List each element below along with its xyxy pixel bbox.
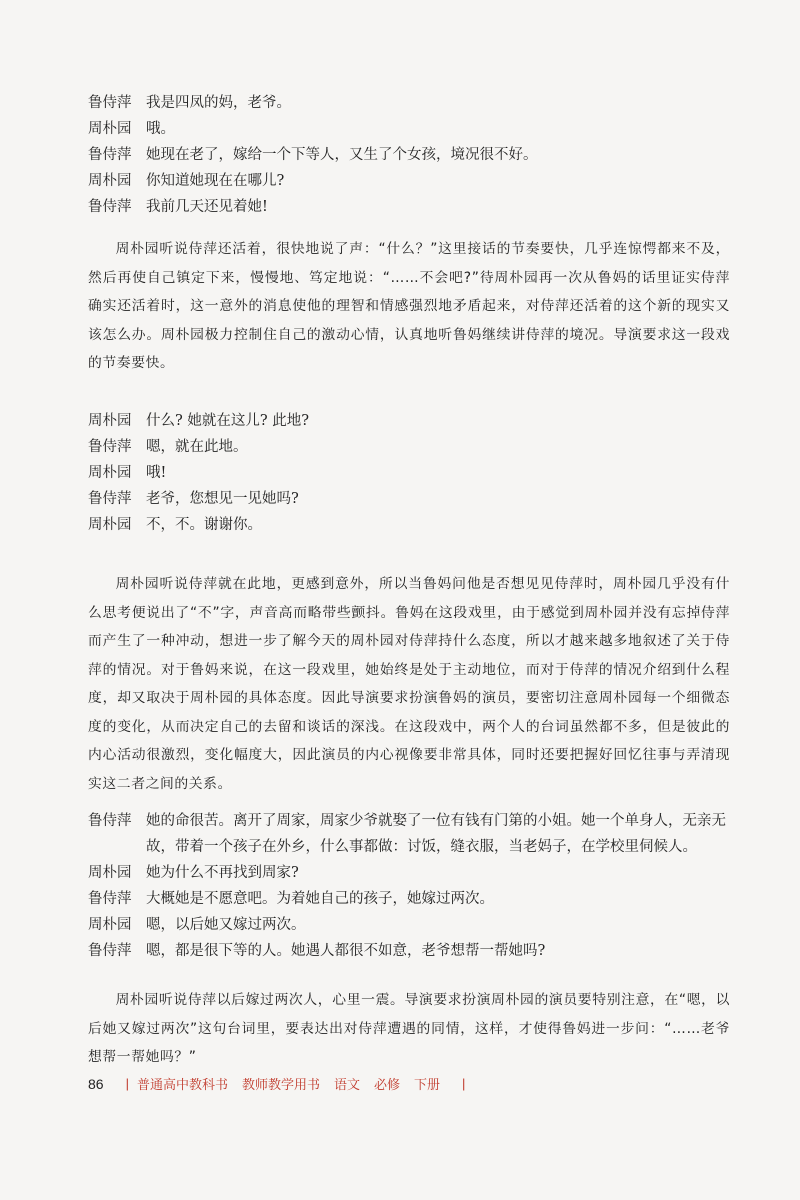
speech-text: 什么? 她就在这儿? 此地? [146,413,310,429]
footer-separator: | [125,1076,129,1091]
dialogue-block-1 [88,90,728,220]
speech-text: 哦。 [146,121,175,137]
dialogue-block-3 [88,808,728,964]
speech-text: 她的命很苦。离开了周家，周家少爷就娶了一位有钱有门第的小姐。她一个单身人，无亲无故，带着一个孩子在外乡，什么事都做：讨饭，缝衣服，当老妈子，在学校里伺候人。 [146,813,726,855]
speech-text: 不，不。谢谢你。 [146,517,262,533]
commentary-paragraph-2: 周朴园听说侍萍就在此地，更感到意外，所以当鲁妈问他是否想见见侍萍时，周朴园几乎没有什么思考便说出了“不”字，声音高而略带些颤抖。鲁妈在这段戏里，由于感觉到周朴园并没有忘掉侍萍而产生了一种冲动，想进一步了解今天的周朴园对侍萍持什么态度，所以才越来越多地叙述了关于侍萍的情况。对于鲁妈来说，在这一段戏里，她始终是处于主动地位，而对于侍萍的情况介绍到什么程度，却又取决于周朴园的具体态度。因此导演要求扮演鲁妈的演员，要密切注意周朴园每一个细微态度的变化，从而决定自己的去留和谈话的深浅。在这段戏中，两个人的台词虽然都不多，但是彼此的内心活动很激烈，变化幅度大，因此演员的内心视像要非常具体，同时还要把握好回忆往事与弄清现实这二者之间的关系。 [88,576,730,792]
speech-text: 你知道她现在在哪儿? [146,173,285,189]
speaker-name: 周朴园 [88,865,132,881]
speaker-name: 周朴园 [88,413,132,429]
speaker-name: 鲁侍萍 [88,943,132,959]
footer-subject: 语文 [334,1077,361,1092]
commentary-paragraph-1: 周朴园听说侍萍还活着，很快地说了声：“什么？”这里接话的节奏要快，几乎连惊愕都来不及，然后再使自己镇定下来，慢慢地、笃定地说：“……不会吧?”待周朴园再一次从鲁妈的话里证实侍萍确实还活着时，这一意外的消息使他的理智和情感强烈地矛盾起来，对侍萍还活着的这个新的现实又该怎么办。周朴园极力控制住自己的激动心情，认真地听鲁妈继续讲侍萍的境况。导演要求这一段戏的节奏要快。 [88,241,730,371]
speech-text: 我是四凤的妈，老爷。 [146,95,291,111]
speaker-name: 周朴园 [88,917,132,933]
dialogue-line [88,808,728,860]
speaker-name: 鲁侍萍 [88,439,132,455]
speaker-name: 鲁侍萍 [88,147,132,163]
footer-book-title [137,1074,454,1093]
speech-text: 她现在老了，嫁给一个下等人，又生了个女孩，境况很不好。 [146,147,538,163]
speech-text: 大概她是不愿意吧。为着她自己的孩子，她嫁过两次。 [146,891,494,907]
speech-text: 哦! [146,465,167,481]
footer-type: 教师教学用书 [241,1077,320,1092]
speech-text: 嗯，都是很下等的人。她遇人都很不如意，老爷想帮一帮她吗? [146,943,546,959]
speech-text: 老爷，您想见一见她吗? [146,491,299,507]
commentary-paragraph-3: 周朴园听说侍萍以后嫁过两次人，心里一震。导演要求扮演周朴园的演员要特别注意，在“嗯，以后她又嫁过两次”这句台词里，要表达出对侍萍遭遇的同情，这样，才使得鲁妈进一步问：“……老爷想帮一帮她吗？” [88,992,730,1065]
dialogue-line [88,486,728,512]
speaker-name: 鲁侍萍 [88,813,132,829]
speaker-name: 周朴园 [88,173,132,189]
speech-text: 我前几天还见着她! [146,199,268,215]
speaker-name: 鲁侍萍 [88,199,132,215]
dialogue-line [88,116,728,142]
dialogue-line [88,194,728,220]
dialogue-line [88,860,728,886]
dialogue-line [88,886,728,912]
footer-separator-end: | [462,1076,466,1091]
dialogue-line [88,90,728,116]
dialogue-line [88,434,728,460]
speech-text: 嗯，以后她又嫁过两次。 [146,917,306,933]
speaker-name: 鲁侍萍 [88,491,132,507]
speaker-name: 周朴园 [88,121,132,137]
page-number: 86 [88,1075,104,1092]
dialogue-line [88,512,728,538]
footer-part: 下册 [414,1077,441,1092]
dialogue-line [88,460,728,486]
footer-book: 普通高中教科书 [136,1077,228,1092]
speech-text: 她为什么不再找到周家? [146,865,299,881]
dialogue-block-2 [88,408,728,538]
dialogue-line [88,142,728,168]
speaker-name: 鲁侍萍 [88,95,132,111]
dialogue-line [88,408,728,434]
footer-volume: 必修 [374,1077,401,1092]
speaker-name: 周朴园 [88,517,132,533]
speaker-name: 鲁侍萍 [88,891,132,907]
dialogue-line [88,168,728,194]
speaker-name: 周朴园 [88,465,132,481]
dialogue-line [88,938,728,964]
dialogue-line [88,912,728,938]
page-footer [88,1074,473,1093]
speech-text: 嗯，就在此地。 [146,439,248,455]
